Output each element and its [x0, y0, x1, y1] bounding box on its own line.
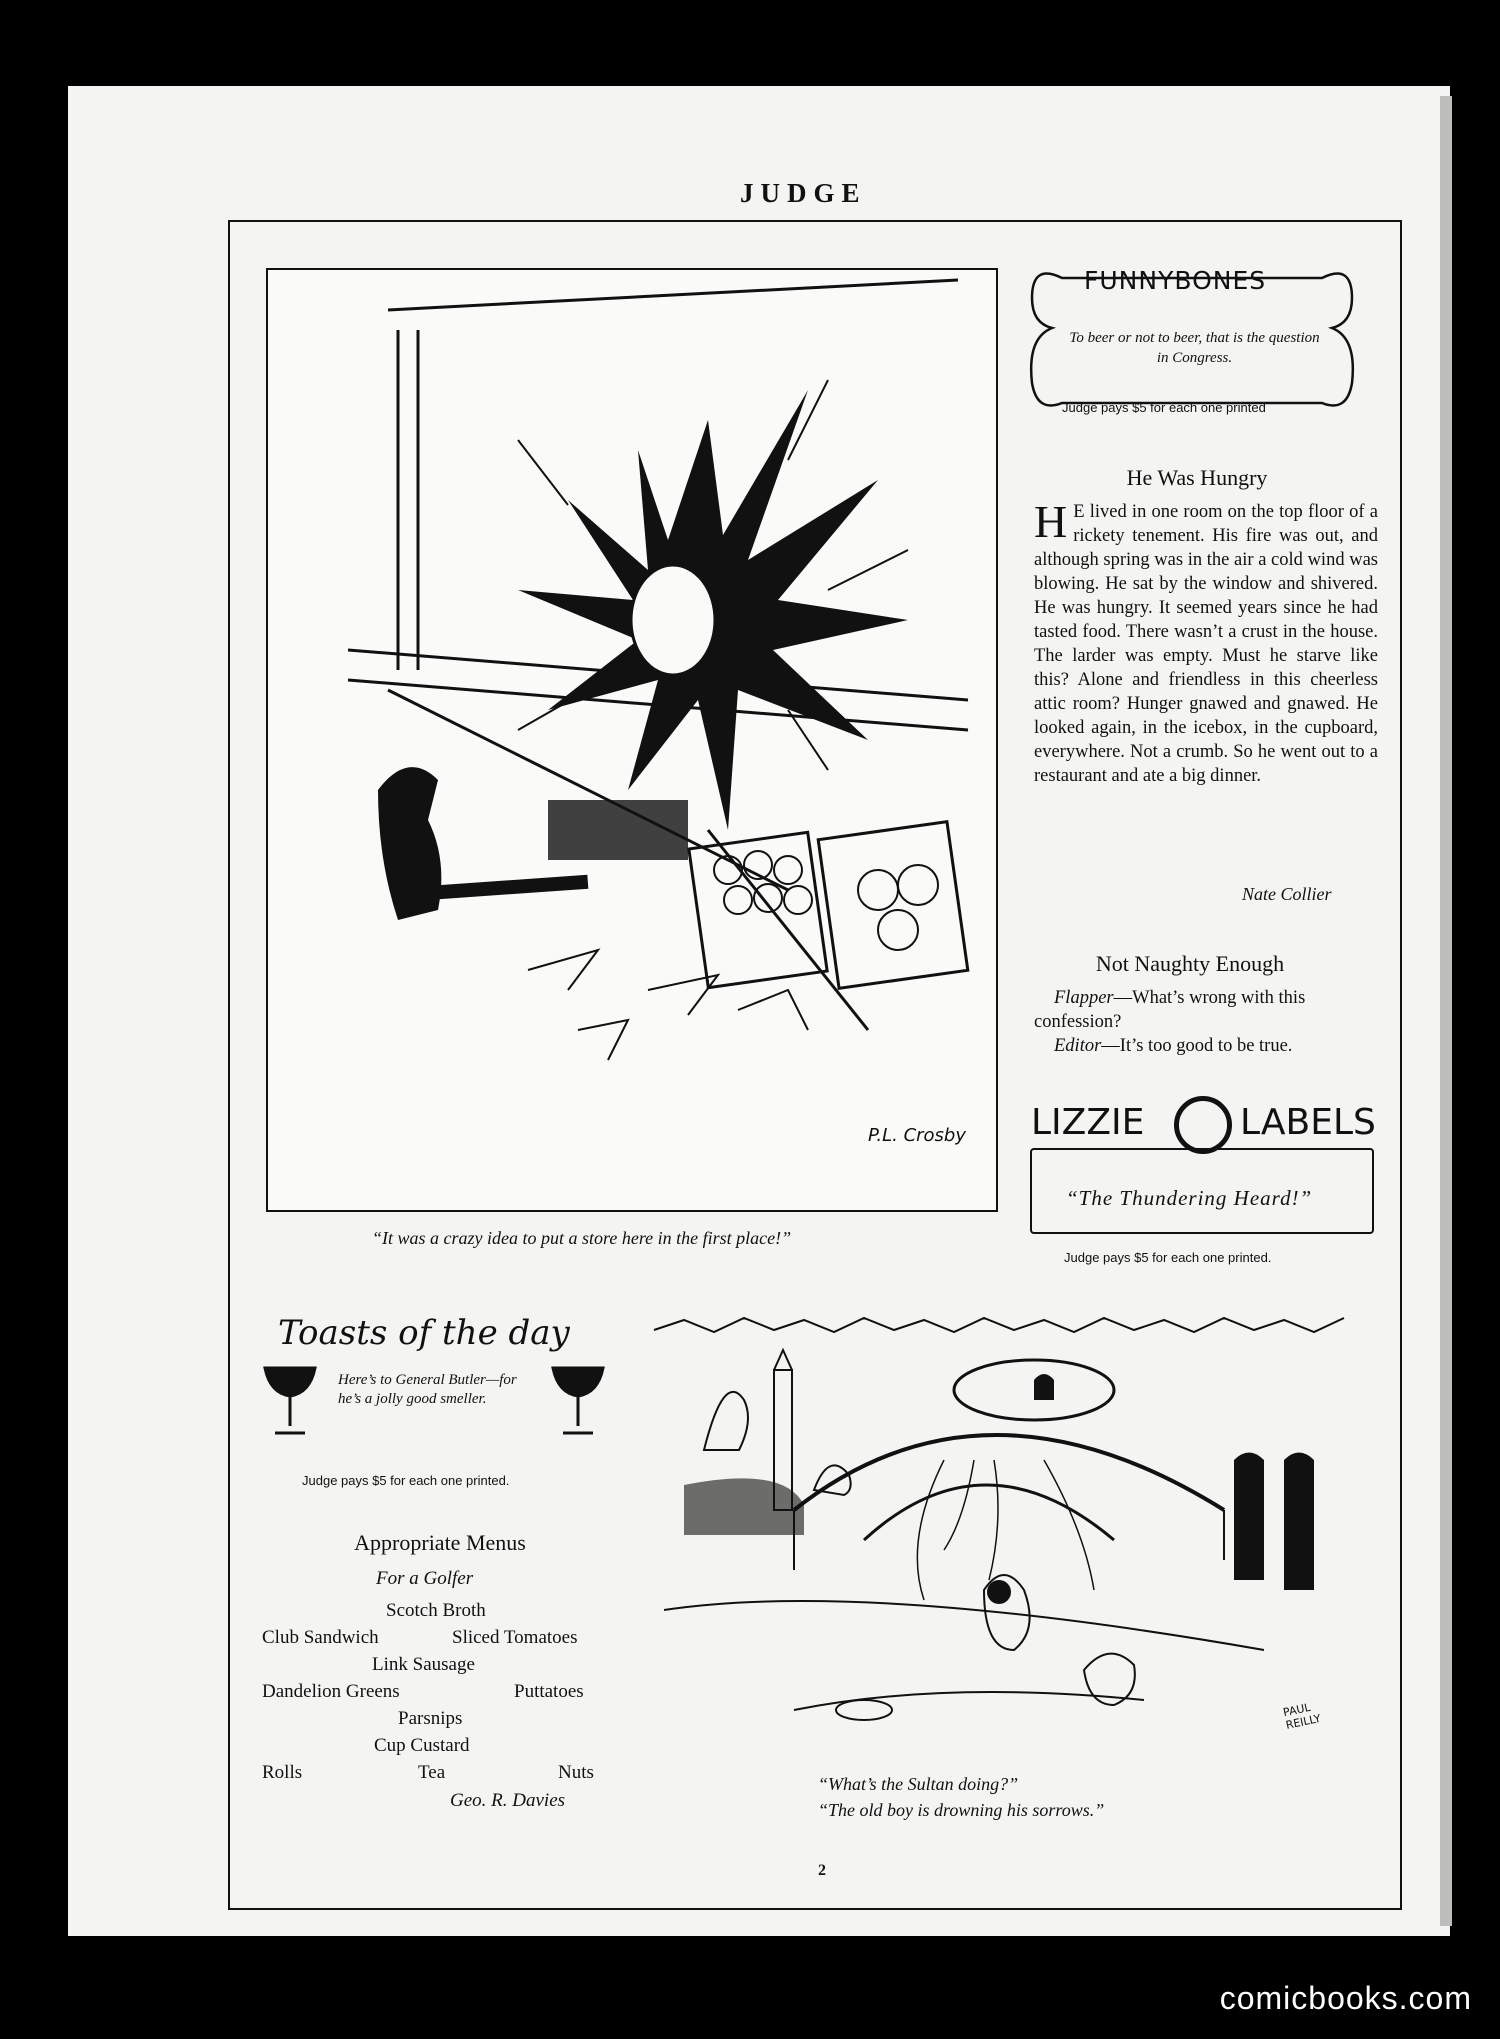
hungry-author: Nate Collier [1242, 884, 1332, 904]
naughty-text1: —What’s wrong with this confession? [1034, 988, 1306, 1032]
menu-item-2b: Sliced Tomatoes [452, 1627, 578, 1648]
menu-item-4a: Dandelion Greens [262, 1681, 400, 1702]
champagne-glass-left-icon [260, 1363, 320, 1443]
page-gutter [1440, 96, 1452, 1926]
masthead: JUDGE [740, 178, 867, 208]
cartoon2-signature: PAUL REILLY [1281, 1700, 1322, 1732]
menu-item-1: Scotch Broth [386, 1600, 486, 1621]
hungry-body [1034, 496, 1378, 788]
lizzie-footer: Judge pays $5 for each one printed. [1064, 1250, 1272, 1265]
toasts-box [258, 1305, 608, 1495]
naughty-line2 [1054, 1034, 1374, 1058]
funnybones-header: FUNNYBONES [1084, 266, 1267, 295]
cartoon1-signature: P.L. Crosby [868, 1125, 967, 1146]
naughty-speaker2: Editor [1054, 1036, 1102, 1056]
cartoon-sultan [644, 1310, 1370, 1760]
page-number: 2 [818, 1862, 826, 1879]
menu-item-2a: Club Sandwich [262, 1627, 379, 1648]
menus-author: Geo. R. Davies [450, 1790, 566, 1811]
cartoon2-caption-2: “The old boy is drowning his sorrows.” [818, 1800, 1105, 1820]
menu-item-4b: Puttatoes [514, 1681, 584, 1702]
cartoon-sultan-art [644, 1310, 1370, 1760]
cartoon1-caption: “It was a crazy idea to put a store here in the first place!” [372, 1228, 792, 1248]
toasts-footer: Judge pays $5 for each one printed. [302, 1473, 510, 1488]
menu-item-7b: Tea [418, 1762, 446, 1783]
lizzie-labels-box [1026, 1092, 1376, 1272]
menu-item-7c: Nuts [558, 1762, 594, 1783]
lizzie-right: LABELS [1240, 1102, 1376, 1143]
toasts-header: Toasts of the day [278, 1313, 570, 1353]
hungry-dropcap: H [1034, 496, 1068, 547]
toasts-text: Here’s to General Butler—for he’s a jolly good smeller. [338, 1372, 517, 1407]
hungry-title: He Was Hungry [1126, 465, 1268, 490]
menu-item-6: Cup Custard [374, 1735, 470, 1756]
funnybones-joke: To beer or not to beer, that is the question in Congress. [1069, 330, 1320, 366]
funnybones-footer: Judge pays $5 for each one printed [1062, 400, 1266, 415]
cartoon-store-window-art [268, 270, 996, 1210]
cartoon2-caption-1: “What’s the Sultan doing?” [818, 1774, 1019, 1794]
naughty-speaker1: Flapper [1054, 988, 1114, 1008]
naughty-line1 [1034, 986, 1378, 1034]
menu-item-7a: Rolls [262, 1762, 303, 1783]
funnybones-box [1022, 258, 1362, 422]
lizzie-left: LIZZIE [1031, 1102, 1145, 1143]
menu-item-3: Link Sausage [372, 1654, 475, 1675]
lizzie-quote: “The Thundering Heard!” [1066, 1186, 1313, 1210]
lizzie-tire-icon [1174, 1096, 1232, 1154]
champagne-glass-right-icon [548, 1363, 608, 1443]
menu-item-5: Parsnips [398, 1708, 463, 1729]
menus-title: Appropriate Menus [354, 1530, 526, 1555]
cartoon-store-window [266, 268, 998, 1212]
naughty-title: Not Naughty Enough [1095, 951, 1285, 976]
naughty-text2: —It’s too good to be true. [1101, 1036, 1293, 1056]
watermark: comicbooks.com [1219, 1980, 1472, 2016]
hungry-text: E lived in one room on the top floor of a rickety tenement. His fire was out, and although spring was in the air a cold wind was blowing. He sat by the window and shivered. He was hungry. It seemed years since he had tasted food. There wasn’t a crust in the house. The larder was empty. Must he starve like this? Alone and friendless in this cheerless attic room? Hunger gnawed and gnawed. He looked again, in the icebox, in the cupboard, everywhere. Not a crumb. So he went out to a restaurant and ate a big dinner. [1034, 502, 1378, 786]
menus-subtitle: For a Golfer [376, 1568, 474, 1589]
